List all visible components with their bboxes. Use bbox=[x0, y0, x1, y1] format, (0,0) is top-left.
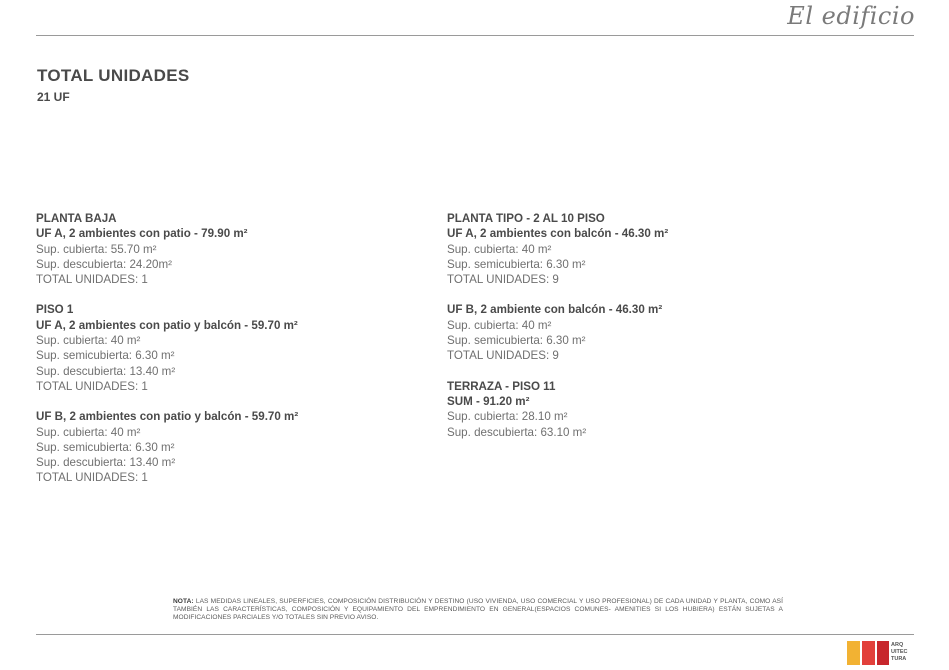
unit-detail-line: Sup. semicubierta: 6.30 m² bbox=[36, 440, 175, 454]
unit-detail-line: TOTAL UNIDADES: 9 bbox=[447, 349, 559, 363]
unit-detail-line: Sup. cubierta: 40 m² bbox=[447, 242, 552, 256]
section-heading: TERRAZA - PISO 11 bbox=[447, 379, 556, 393]
unit-title: UF A, 2 ambientes con patio y balcón - 59.70 m² bbox=[36, 318, 298, 332]
unit-block bbox=[36, 409, 416, 485]
unit-detail-line: Sup. descubierta: 13.40 m² bbox=[36, 364, 176, 378]
unit-detail-line: Sup. cubierta: 40 m² bbox=[447, 318, 552, 332]
unit-detail-line: Sup. descubierta: 13.40 m² bbox=[36, 456, 176, 470]
unit-block bbox=[36, 302, 416, 394]
section-heading: PLANTA BAJA bbox=[36, 212, 117, 225]
unit-detail-line: Sup. semicubierta: 6.30 m² bbox=[447, 334, 586, 348]
unit-detail-line: Sup. cubierta: 40 m² bbox=[36, 334, 141, 348]
note-label: NOTA: bbox=[173, 598, 194, 605]
unit-detail-line: Sup. semicubierta: 6.30 m² bbox=[36, 349, 175, 363]
top-divider bbox=[36, 35, 914, 36]
unit-detail-line: Sup. descubierta: 63.10 m² bbox=[447, 425, 587, 439]
unit-detail-line: TOTAL UNIDADES: 9 bbox=[447, 273, 559, 287]
unit-title: UF A, 2 ambientes con patio - 79.90 m² bbox=[36, 227, 248, 241]
section-heading: PISO 1 bbox=[36, 303, 74, 317]
unit-block bbox=[447, 379, 867, 440]
unit-detail-line: TOTAL UNIDADES: 1 bbox=[36, 273, 148, 287]
unit-detail-line: Sup. descubierta: 24.20m² bbox=[36, 257, 172, 271]
unit-block bbox=[447, 302, 867, 363]
logo-bar-red bbox=[862, 641, 875, 665]
unit-detail-line: TOTAL UNIDADES: 1 bbox=[36, 379, 148, 393]
architecture-logo bbox=[847, 641, 913, 665]
unit-detail-line: Sup. semicubierta: 6.30 m² bbox=[447, 257, 586, 271]
unit-block bbox=[36, 211, 416, 287]
unit-title: UF B, 2 ambiente con balcón - 46.30 m² bbox=[447, 303, 663, 317]
brand-title: El edificio bbox=[787, 2, 915, 30]
unit-title: UF B, 2 ambientes con patio y balcón - 59.70 m² bbox=[36, 410, 299, 424]
logo-bar-yellow bbox=[847, 641, 860, 665]
logo-text: ARQ UITEC TURA bbox=[891, 642, 908, 662]
right-column bbox=[447, 211, 867, 455]
disclaimer-note bbox=[173, 598, 783, 623]
unit-title: UF A, 2 ambientes con balcón - 46.30 m² bbox=[447, 227, 669, 241]
section-heading: PLANTA TIPO - 2 AL 10 PISO bbox=[447, 212, 605, 225]
left-column bbox=[36, 211, 416, 501]
unit-detail-line: TOTAL UNIDADES: 1 bbox=[36, 471, 148, 485]
unit-title: SUM - 91.20 m² bbox=[447, 394, 530, 408]
unit-block bbox=[447, 211, 867, 287]
unit-detail-line: Sup. cubierta: 28.10 m² bbox=[447, 410, 568, 424]
page-subtitle: 21 UF bbox=[37, 90, 70, 104]
unit-detail-line: Sup. cubierta: 40 m² bbox=[36, 425, 141, 439]
logo-bar-darkred bbox=[877, 641, 889, 665]
bottom-divider bbox=[36, 634, 914, 635]
unit-detail-line: Sup. cubierta: 55.70 m² bbox=[36, 242, 157, 256]
page-title: TOTAL UNIDADES bbox=[37, 66, 190, 85]
note-text: LAS MEDIDAS LINEALES, SUPERFICIES, COMPOSICIÓN DISTRIBUCIÓN Y DESTINO (USO VIVIENDA, USO COMERCIAL Y USO PROFESIONAL) DE CADA UNIDAD Y PLANTA, COMO ASÍ TAMBIÉN LAS CARACTERÍSTICAS, COMPOSICIÓN Y EQUIPAMIENTO DEL EMPRENDIMIENTO EN GENERAL(ESPACIOS COMUNES- AMENITIES SI LOS HUBIERA) ESTÁN SUJETAS A MODIFICACIONES PARCIALES Y/O TOTALES SIN PREVIO AVISO. bbox=[173, 598, 783, 622]
